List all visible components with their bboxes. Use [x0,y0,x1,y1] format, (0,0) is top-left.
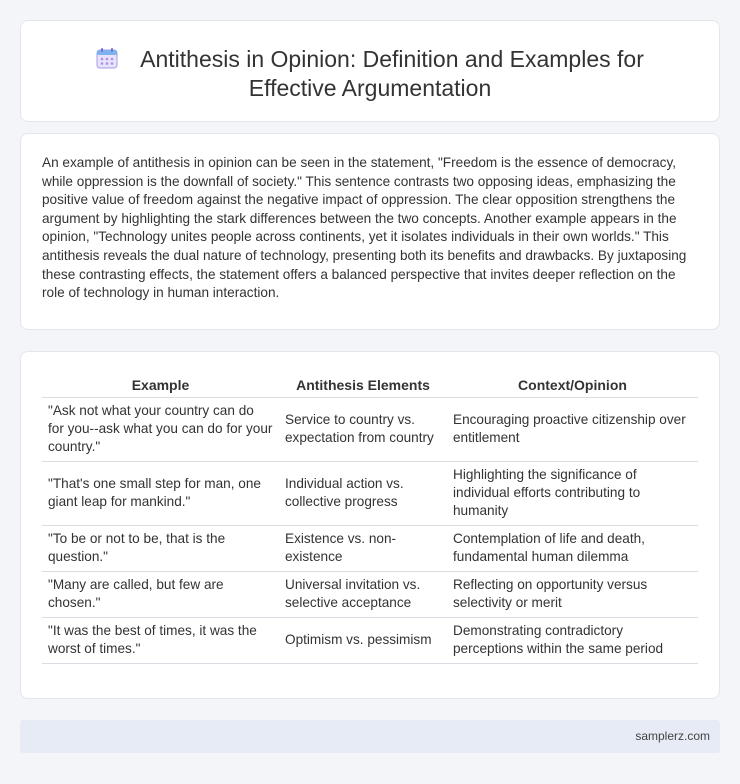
cell-elements: Existence vs. non-existence [279,526,447,572]
cell-elements: Optimism vs. pessimism [279,618,447,664]
cell-example: "Many are called, but few are chosen." [42,572,279,618]
page-title [21,45,719,103]
cell-context: Highlighting the significance of individual efforts contributing to humanity [447,462,698,526]
intro-card [20,133,720,330]
title-card [20,20,720,122]
footer-site-link[interactable]: samplerz.com [635,729,710,743]
cell-example: "That's one small step for man, one giant leap for mankind." [42,462,279,526]
cell-context: Encouraging proactive citizenship over entitlement [447,398,698,462]
calendar-icon [96,47,118,69]
cell-context: Contemplation of life and death, fundamental human dilemma [447,526,698,572]
cell-example: "Ask not what your country can do for you--ask what you can do for your country." [42,398,279,462]
examples-table [42,374,698,664]
cell-elements: Individual action vs. collective progress [279,462,447,526]
examples-table-card [20,351,720,699]
header-example: Example [42,374,279,398]
footer-bar [20,720,720,753]
cell-context: Demonstrating contradictory perceptions within the same period [447,618,698,664]
intro-paragraph: An example of antithesis in opinion can be seen in the statement, "Freedom is the essence of democracy, while oppression is the downfall of society." This sentence contrasts two opposing ideas, emphasizing the positive value of freedom against the negative impact of oppression. The clear opposition strengthens the argument by highlighting the stark differences between the two concepts. Another example appears in the opinion, "Technology unites people across continents, yet it isolates individuals in their own worlds." This antithesis reveals the dual nature of technology, presenting both its benefits and drawbacks. By juxtaposing these contrasting effects, the statement offers a balanced perspective that invites deeper reflection on the role of technology in human interaction. [42,155,687,301]
cell-example: "It was the best of times, it was the worst of times." [42,618,279,664]
table-row [42,526,698,572]
cell-context: Reflecting on opportunity versus selectivity or merit [447,572,698,618]
cell-elements: Service to country vs. expectation from country [279,398,447,462]
header-context-opinion: Context/Opinion [447,374,698,398]
table-header-row [42,374,698,398]
cell-elements: Universal invitation vs. selective acceptance [279,572,447,618]
header-antithesis-elements: Antithesis Elements [279,374,447,398]
cell-example: "To be or not to be, that is the question." [42,526,279,572]
table-row [42,618,698,664]
table-row [42,398,698,462]
table-row [42,462,698,526]
table-row [42,572,698,618]
page-title-text: Antithesis in Opinion: Definition and Examples for Effective Argumentation [140,46,644,101]
